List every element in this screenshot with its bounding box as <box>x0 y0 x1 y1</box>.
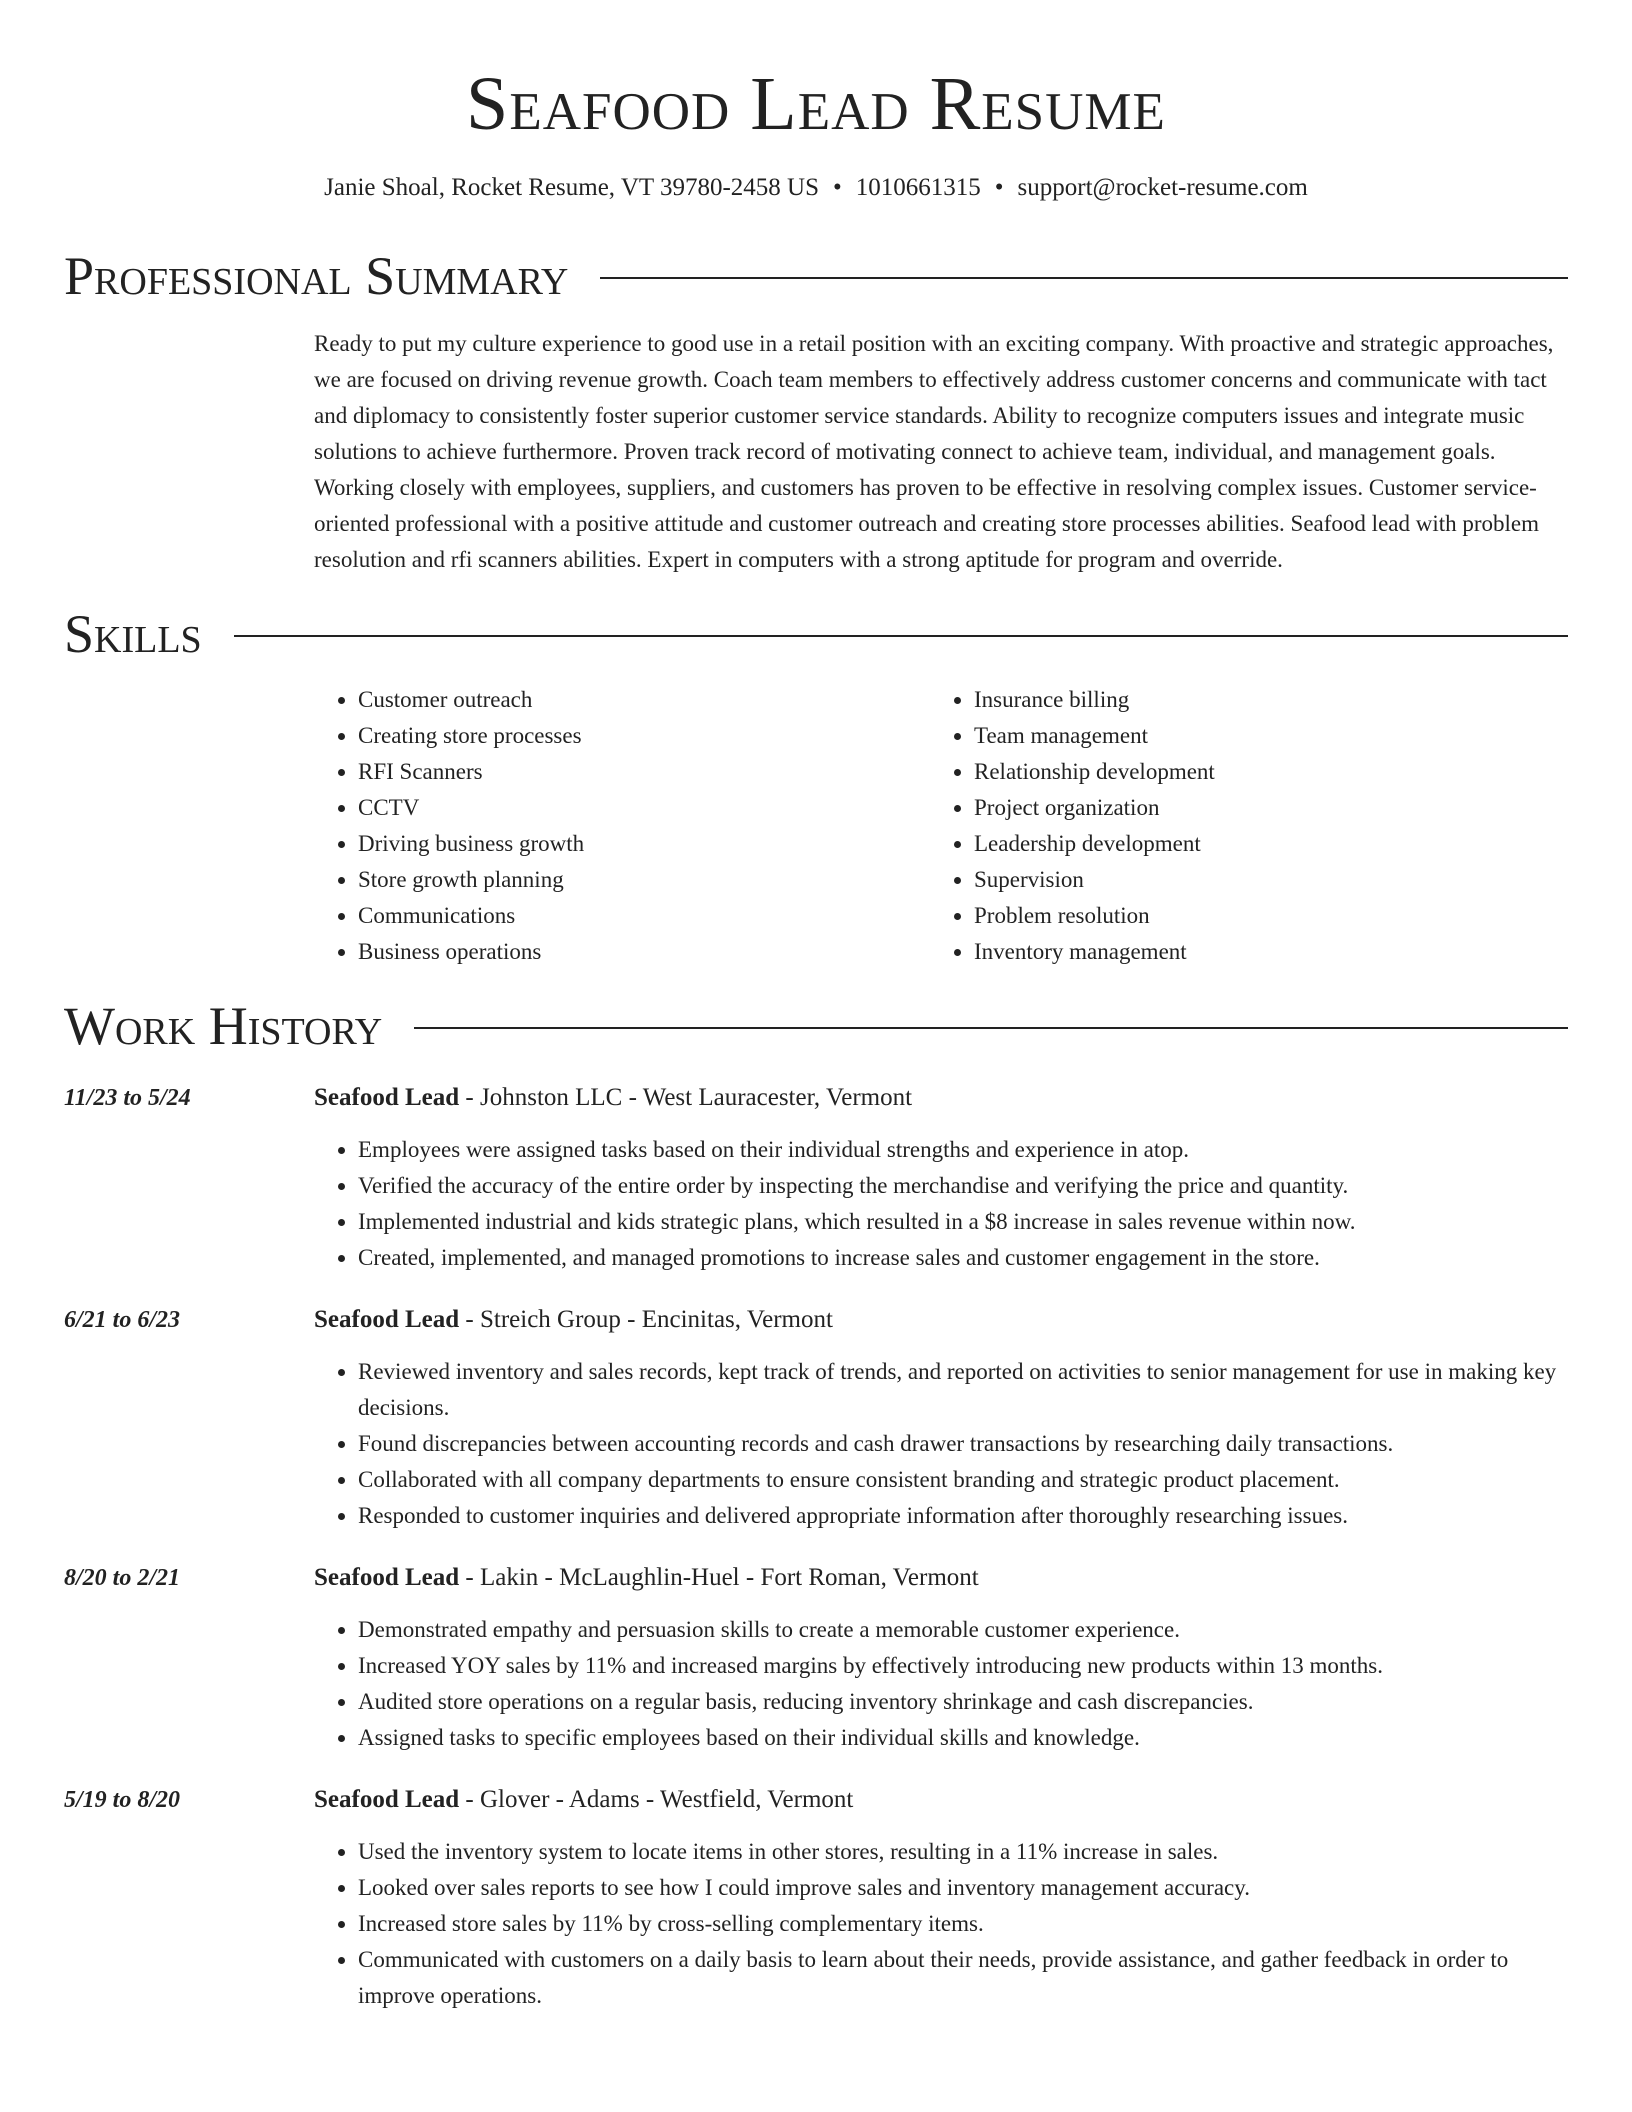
job-dates: 6/21 to 6/23 <box>64 1307 181 1333</box>
job-role: Seafood Lead <box>314 1786 460 1813</box>
skills-list <box>314 682 1568 970</box>
contact-separator: • <box>994 174 1004 201</box>
contact-email: support@rocket-resume.com <box>1017 174 1308 201</box>
job-role: Seafood Lead <box>314 1084 460 1111</box>
job-bullets <box>314 1354 1568 1534</box>
summary-heading: Professional Summary <box>64 246 569 306</box>
job-entry <box>64 1560 1568 1756</box>
job-employer: - Johnston LLC - West Lauracester, Vermont <box>459 1084 913 1111</box>
job-body <box>314 1560 1568 1756</box>
job-bullet: • Created, implemented, and managed promotions to increase sales and customer engagement in the store. <box>358 1240 1568 1276</box>
contact-address: Janie Shoal, Rocket Resume, VT 39780-2458 US <box>324 174 820 201</box>
skill-item: • Leadership development <box>974 826 1546 862</box>
job-bullet: • Found discrepancies between accounting records and cash drawer transactions by researching daily transactions. <box>358 1426 1568 1462</box>
job-bullet: • Looked over sales reports to see how I could improve sales and inventory management accuracy. <box>358 1870 1568 1906</box>
section-divider <box>414 1027 1568 1029</box>
job-employer: - Lakin - McLaughlin-Huel - Fort Roman, Vermont <box>459 1564 979 1591</box>
job-bullet: • Implemented industrial and kids strategic plans, which resulted in a $8 increase in sales revenue within now. <box>358 1204 1568 1240</box>
job-bullet: • Increased store sales by 11% by cross-selling complementary items. <box>358 1906 1568 1942</box>
job-bullet: • Used the inventory system to locate items in other stores, resulting in a 11% increase in sales. <box>358 1834 1568 1870</box>
skill-item: • Communications <box>358 898 930 934</box>
resume-title: Seafood Lead Resume <box>466 62 1166 146</box>
job-entry <box>64 1080 1568 1276</box>
job-dates: 8/20 to 2/21 <box>64 1565 181 1591</box>
skill-item: • Business operations <box>358 934 930 970</box>
job-employer: - Glover - Adams - Westfield, Vermont <box>459 1786 854 1813</box>
job-bullet: • Collaborated with all company departments to ensure consistent branding and strategic product placement. <box>358 1462 1568 1498</box>
skills-column-right <box>930 682 1546 970</box>
job-bullets <box>314 1612 1568 1756</box>
job-bullet: • Assigned tasks to specific employees based on their individual skills and knowledge. <box>358 1720 1568 1756</box>
job-bullet: • Verified the accuracy of the entire order by inspecting the merchandise and verifying the price and quantity. <box>358 1168 1568 1204</box>
skill-item: • Creating store processes <box>358 718 930 754</box>
skill-item: • CCTV <box>358 790 930 826</box>
skills-heading: Skills <box>64 604 202 664</box>
skill-item: • Insurance billing <box>974 682 1546 718</box>
skill-item: • Customer outreach <box>358 682 930 718</box>
job-dates: 5/19 to 8/20 <box>64 1787 181 1813</box>
skill-item: • RFI Scanners <box>358 754 930 790</box>
job-bullet: • Reviewed inventory and sales records, kept track of trends, and reported on activities to senior management for use in making key decisions. <box>358 1354 1568 1426</box>
job-role: Seafood Lead <box>314 1306 460 1333</box>
skill-item: • Supervision <box>974 862 1546 898</box>
skill-item: • Driving business growth <box>358 826 930 862</box>
job-bullets <box>314 1834 1568 2014</box>
job-bullet: • Employees were assigned tasks based on their individual strengths and experience in atop. <box>358 1132 1568 1168</box>
contact-phone: 1010661315 <box>855 174 981 201</box>
job-role: Seafood Lead <box>314 1564 460 1591</box>
job-dates: 11/23 to 5/24 <box>64 1085 191 1111</box>
section-divider <box>600 277 1568 279</box>
job-bullet: • Audited store operations on a regular basis, reducing inventory shrinkage and cash discrepancies. <box>358 1684 1568 1720</box>
summary-section-header <box>64 246 1568 306</box>
job-bullet: • Demonstrated empathy and persuasion skills to create a memorable customer experience. <box>358 1612 1568 1648</box>
job-entry <box>64 1302 1568 1534</box>
job-body <box>314 1080 1568 1276</box>
summary-text: Ready to put my culture experience to good use in a retail position with an exciting company. With proactive and strategic approaches, we are focused on driving revenue growth. Coach team members to effectively address customer concerns and communicate with tact and diplomacy to consistently foster superior customer service standards. Ability to recognize computers issues and integrate music solutions to achieve furthermore. Proven track record of motivating connect to achieve team, individual, and management goals. Working closely with employees, suppliers, and customers has proven to be effective in resolving complex issues. Customer service-oriented professional with a positive attitude and customer outreach and creating store processes abilities. Seafood lead with problem resolution and rfi scanners abilities. Expert in computers with a strong aptitude for program and override. <box>314 331 1554 572</box>
job-body <box>314 1782 1568 2014</box>
job-entry <box>64 1782 1568 2014</box>
work-heading: Work History <box>64 996 383 1056</box>
resume-page <box>64 0 1568 2014</box>
job-header <box>314 1560 1568 1596</box>
skill-item: • Store growth planning <box>358 862 930 898</box>
job-header <box>314 1782 1568 1818</box>
skill-item: • Project organization <box>974 790 1546 826</box>
job-employer: - Streich Group - Encinitas, Vermont <box>459 1306 833 1333</box>
job-bullet: • Increased YOY sales by 11% and increased margins by effectively introducing new products within 13 months. <box>358 1648 1568 1684</box>
skill-item: • Inventory management <box>974 934 1546 970</box>
skill-item: • Team management <box>974 718 1546 754</box>
section-divider <box>234 635 1568 637</box>
job-body <box>314 1302 1568 1534</box>
job-bullet: • Responded to customer inquiries and delivered appropriate information after thoroughly researching issues. <box>358 1498 1568 1534</box>
contact-line <box>64 172 1568 204</box>
contact-separator: • <box>833 174 842 201</box>
skills-section-header <box>64 604 1568 664</box>
job-bullets <box>314 1132 1568 1276</box>
job-bullet: • Communicated with customers on a daily basis to learn about their needs, provide assistance, and gather feedback in order to improve operations. <box>358 1942 1568 2014</box>
skills-column-left <box>314 682 930 970</box>
skill-item: • Problem resolution <box>974 898 1546 934</box>
job-header <box>314 1302 1568 1338</box>
work-section-header <box>64 996 1568 1056</box>
skill-item: • Relationship development <box>974 754 1546 790</box>
job-header <box>314 1080 1568 1116</box>
